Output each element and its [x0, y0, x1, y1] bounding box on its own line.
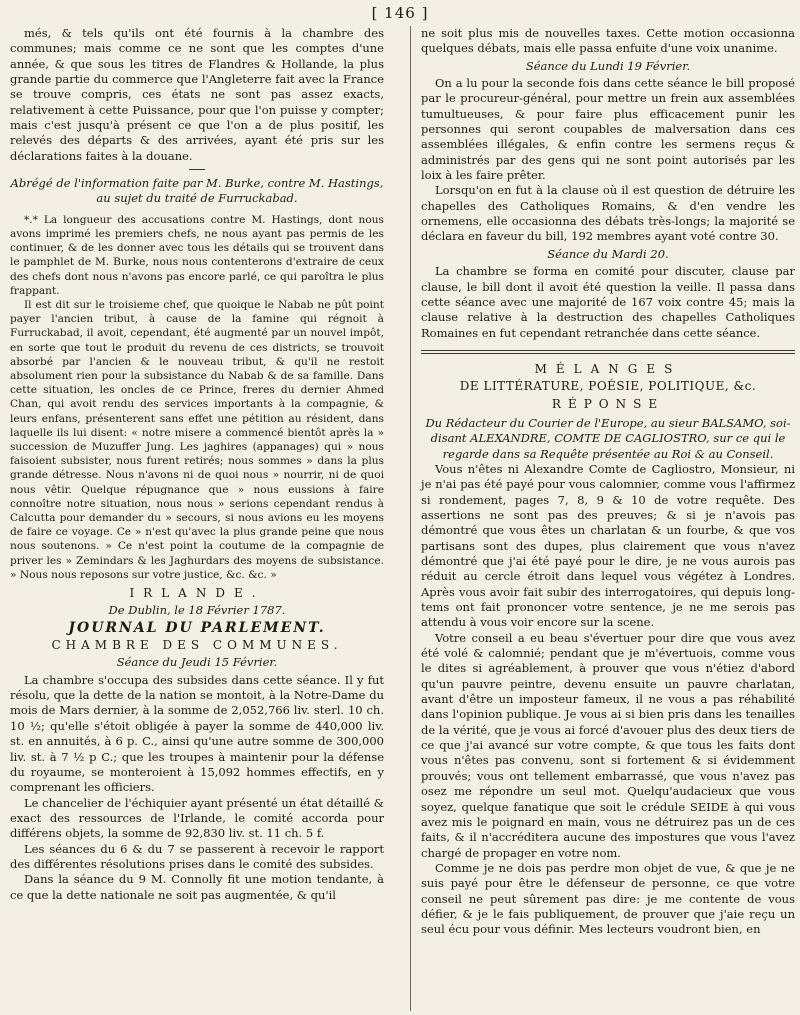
- paragraph-taxes: ne soit plus mis de nouvelles taxes. Cette motion occasionna quelques débats, mais elle passa enfuite d'une voix unanime.: [421, 26, 795, 56]
- paragraph-intro: més, & tels qu'ils ont été fournis à la chambre des communes; mais comme ce ne sont que les comptes d'une année, & que sous les titres de Flandres & Hollande, la plus grande partie du commerce que l'Angleterre fait avec la France se trouve compris, ces états ne sont pas assez exacts, relativement à cette Puissance, pour que l'on puisse y compter; mais c'est jusqu'à présent ce que l'on a de plus positif, les relevés des départs & des arrivées, ayant été pris sur les déclarations faites à la douane.: [10, 26, 384, 163]
- section-title-abrege: Abrégé de l'information faite par M. Burke, contre M. Hastings, au sujet du traité de Furruckabad.: [10, 176, 384, 206]
- seance-mardi: Séance du Mardi 20.: [547, 246, 669, 261]
- seance-jeudi: Séance du Jeudi 15 Février.: [116, 655, 278, 670]
- right-column: [421, 26, 795, 938]
- column-divider: [410, 26, 411, 1011]
- heading-litterature: DE LITTÉRATURE, POÉSIE, POLITIQUE, &c.: [459, 379, 757, 394]
- divider: [189, 169, 205, 170]
- paragraph-mardi: La chambre se forma en comité pour discuter, clause par clause, le bill dont il avoit été question la veille. Il passa dans cette séance avec une majorité de 167 voix contre 45; mais la clause relative à la destruction des chapelles Catholiques Romaines en fut cependant retranchée dans cette séance.: [421, 264, 795, 340]
- heading-chambre: CHAMBRE DES COMMUNES.: [51, 638, 343, 653]
- seance-lundi: Séance du Lundi 19 Février.: [525, 58, 691, 73]
- paragraph-comme: Comme je ne dois pas perdre mon objet de vue, & que je ne suis payé pour être le défenseur de personne, ce que votre conseil ne peut sûrement pas dire: je me contente de vous défier, & je le fais publiquement, de prouver que j'aie reçu un seul écu pour vous définir. Mes lecteurs voudront bien, en: [421, 860, 795, 937]
- paragraph-vous: Vous n'êtes ni Alexandre Comte de Cagliostro, Monsieur, ni je n'ai pas été payé pour vous calomnier, comme vous l'affirmez si rondement, pages 7, 8, 9 & 10 de votre requête. Des assertions ne sont pas des preuves; & si je n'avois pas démontré que vous êtes un charlatan & un fourbe, & que vos partisans sont des dupes, plus clairement que vous n'avez démontré que j'ai été payé pour le dire, je ne vous aurois pas réduit au cercle étroit dans lequel vous végétez à Londres. Après vous avoir fait subir des interrogatoires, qui depuis long-tems ont fait prononcer votre sentence, je ne me serois pas attendu à vous voir encore sur la scene.: [421, 461, 795, 630]
- paragraph-seances: Les séances du 6 & du 7 se passerent à recevoir le rapport des différentes résolutions prises dans le comité des subsides.: [10, 841, 384, 871]
- heading-journal: JOURNAL DU PARLEMENT.: [68, 619, 326, 636]
- heading-reponse: RÉPONSE: [551, 396, 665, 411]
- paragraph-chef: Il est dit sur le troisieme chef, que quoique le Nabab ne pût point payer l'ancien tribut, à cause de la famine qui régnoit à Furruckabad, il avoit, cependant, été augmenté par un nouvel impôt, en sorte que tout le produit du revenu de ces districts, se trouvoit absorbé par l'ancien & le nouveau tribut, & qu'il ne restoit absolument rien pour la subsistance du Nabab & de sa famille. Dans cette situation, les oncles de ce Prince, freres du dernier Ahmed Chan, qui avoit rendu des services importants à la compagnie, & leurs enfans, présenterent sans effet une pétition au résident, dans laquelle ils lui disent: « notre misere a commencé bientôt après la » succession de Muzuffer Jung. Les jaghires (appanages) qui » nous faisoient subsister, nous furent retirés; nous sommes » dans la plus grande détresse. Nous n'avons ni de quoi nous » nourrir, ni de quoi nous vêtir. Quelque répugnance que » nous eussions à faire connoître notre situation, nous nous » serions cependant rendus à Calcutta pour demander du » secours, si nous avions eu les moyens de faire ce voyage. Ce » n'est qu'avec la plus grande peine que nous nous soutenons. » Ce n'est point la coutume de la compagnie de priver les » Zemindars & les Jaghurdars des moyens de subsistance. » Nous nous reposons sur votre justice, &c. &c. »: [10, 299, 384, 581]
- section-rule: [421, 350, 795, 354]
- paragraph-chancelier: Le chancelier de l'échiquier ayant présenté un état détaillé & exact des ressources de l'Irlande, le comité accorda pour différens objets, la somme de 92,830 liv. st. 11 ch. 5 f.: [10, 795, 384, 841]
- paragraph-procureur: On a lu pour la seconde fois dans cette séance le bill proposé par le procureur-général, pour mettre un frein aux assemblées tumultueuses, & pour faire plus efficacement punir les personnes qui seront coupables de malversation dans ces assemblées illégales, & enfin contre les sermens reçus & administrés par des gens qui ne sont point autorisés par les loix à les faire prêter.: [421, 76, 795, 183]
- page-number: [ 146 ]: [371, 4, 429, 22]
- paragraph-connolly: Dans la séance du 9 M. Connolly fit une motion tendante, à ce que la dette nationale ne soit pas augmentée, & qu'il: [10, 872, 384, 902]
- heading-melanges: MÉLANGES: [534, 361, 682, 376]
- heading-irlande: IRLANDE.: [129, 586, 265, 601]
- paragraph-chambre: La chambre s'occupa des subsides dans cette séance. Il y fut résolu, que la dette de la nation se montoit, à la Notre-Dame du mois de Mars dernier, à la somme de 2,052,766 liv. sterl. 10 ch. 10 ½; qu'elle s'étoit obligée à payer la somme de 440,000 liv. st. en annuités, à 6 p. C., ainsi qu'une autre somme de 300,000 liv. st. à 7 ½ p C.; que les troupes à maintenir pour la défense du royaume, se monteroient à 15,092 hommes effectifs, en y comprenant les officiers.: [10, 672, 384, 795]
- reponse-title: Du Rédacteur du Courier de l'Europe, au sieur BALSAMO, soi-disant ALEXANDRE, COMTE DE CAGLIOSTRO, sur ce qui le regarde dans sa Requête présentée au Roi & au Conseil.: [425, 415, 791, 461]
- paragraph-clause: Lorsqu'on en fut à la clause où il est question de détruire les chapelles des Catholiques Romains, & d'en vendre les ornemens, elle occasionna des débats très-longs; la majorité se déclara en faveur du bill, 192 membres ayant voté contre 30.: [421, 183, 795, 244]
- left-column: [10, 26, 384, 903]
- paragraph-conseil: Votre conseil a eu beau s'évertuer pour dire que vous avez été volé & calomnié; pendant que je m'évertuois, comme vous le dites si agréablement, à prouver que vous n'étiez d'abord qu'un pauvre peintre, devenu ensuite un pauvre charlatan, avant d'être un imposteur fameux, il ne vous a pas réhabilité dans l'opinion publique. Je vous ai si bien pris dans les tenailles de la vérité, que je vous ai forcé d'avouer plus des deux tiers de ce que j'ai avancé sur votre compte, & que tous les faits dont vous n'êtes pas convenu, sont si fortement & si évidemment prouvés; vous ont tellement embarrassé, que vous n'avez pas osez me répondre un seul mot. Quelqu'audacieux que vous soyez, quelque fanatique que soit le crédule SEIDE à qui vous avez mis le poignard en main, vous ne détruirez pas un de ces faits, & il n'accréditera aucune des impostures que vous l'avez chargé de propager en votre nom.: [421, 630, 795, 860]
- dateline-dublin: De Dublin, le 18 Février 1787.: [108, 603, 286, 618]
- paragraph-abrege: *.* La longueur des accusations contre M. Hastings, dont nous avons imprimé les premiers chefs, ne nous ayant pas permis de les continuer, & de les donner avec tous les détails qui se trouvent dans le pamphlet de M. Burke, nous nous contenterons d'extraire de ceux des chefs dont nous n'avons pas encore parlé, ce qui paroîtra le plus frappant.: [10, 213, 384, 297]
